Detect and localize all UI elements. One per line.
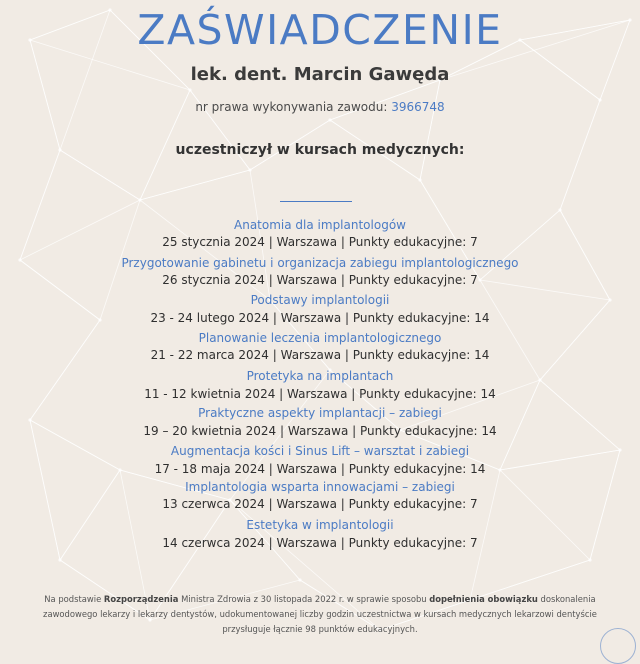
pattern-node xyxy=(558,208,561,211)
pattern-node xyxy=(328,118,331,121)
intro-text: uczestniczył w kursach medycznych: xyxy=(175,142,465,158)
pattern-node xyxy=(588,558,591,561)
seal-stamp xyxy=(600,628,636,664)
course-details: 21 - 22 marca 2024 | Warszawa | Punkty edukacyjne: 14 xyxy=(150,348,490,362)
certificate-title: ZAŚWIADCZENIE xyxy=(137,6,503,54)
course-details: 13 czerwca 2024 | Warszawa | Punkty edukacyjne: 7 xyxy=(162,497,478,511)
course-details: 25 stycznia 2024 | Warszawa | Punkty edukacyjne: 7 xyxy=(162,235,478,249)
license-line xyxy=(0,100,640,114)
course-title: Planowanie leczenia implantologicznego xyxy=(198,331,442,345)
course-details: 26 stycznia 2024 | Warszawa | Punkty edukacyjne: 7 xyxy=(162,273,478,287)
pattern-node xyxy=(418,178,421,181)
course-details: 23 - 24 lutego 2024 | Warszawa | Punkty edukacyjne: 14 xyxy=(150,311,490,325)
course-title: Przygotowanie gabinetu i organizacja zabiegu implantologicznego xyxy=(121,256,519,270)
pattern-line xyxy=(30,40,60,150)
footer-text: doskonalenia xyxy=(537,594,596,604)
pattern-node xyxy=(298,578,301,581)
pattern-node xyxy=(58,558,61,561)
legal-footer xyxy=(0,592,640,637)
license-label: nr prawa wykonywania zawodu: xyxy=(195,100,388,114)
pattern-line xyxy=(420,80,440,180)
course-title: Anatomia dla implantologów xyxy=(234,218,406,232)
course-title: Augmentacja kości i Sinus Lift – warsztat i zabiegi xyxy=(170,444,470,458)
pattern-node xyxy=(138,198,141,201)
course-title: Implantologia wsparta innowacjami – zabiegi xyxy=(185,480,455,494)
footer-emphasis: Rozporządzenia xyxy=(103,594,179,604)
footer-line-1 xyxy=(0,592,640,607)
course-title: Protetyka na implantach xyxy=(246,369,394,383)
pattern-node xyxy=(188,88,191,91)
course-title: Estetyka w implantologii xyxy=(246,518,394,532)
course-details: 19 – 20 kwietnia 2024 | Warszawa | Punkty edukacyjne: 14 xyxy=(143,424,497,438)
course-details: 14 czerwca 2024 | Warszawa | Punkty edukacyjne: 7 xyxy=(162,536,478,550)
footer-line-2: zawodowego lekarzy i lekarzy dentystów, udokumentowanej liczby godzin uczestnictwa w kursach medycznych lekarzowi dentyście xyxy=(43,609,597,619)
footer-text: Na podstawie xyxy=(44,594,104,604)
pattern-node xyxy=(248,168,251,171)
course-details: 17 - 18 maja 2024 | Warszawa | Punkty edukacyjne: 14 xyxy=(154,462,486,476)
footer-emphasis: dopełnienia obowiązku xyxy=(429,594,538,604)
pattern-line xyxy=(140,170,250,200)
course-title: Praktyczne aspekty implantacji – zabiegi xyxy=(198,406,442,420)
footer-line-3: przysługuje łącznie 98 punktów edukacyjnych. xyxy=(222,624,418,634)
recipient-name: lek. dent. Marcin Gawęda xyxy=(190,64,450,85)
license-number: 3966748 xyxy=(391,100,445,114)
title-divider xyxy=(280,201,352,202)
course-details: 11 - 12 kwietnia 2024 | Warszawa | Punkty edukacyjne: 14 xyxy=(144,387,496,401)
course-title: Podstawy implantologii xyxy=(250,293,390,307)
footer-text: Ministra Zdrowia z 30 listopada 2022 r. w sprawie sposobu xyxy=(178,594,430,604)
